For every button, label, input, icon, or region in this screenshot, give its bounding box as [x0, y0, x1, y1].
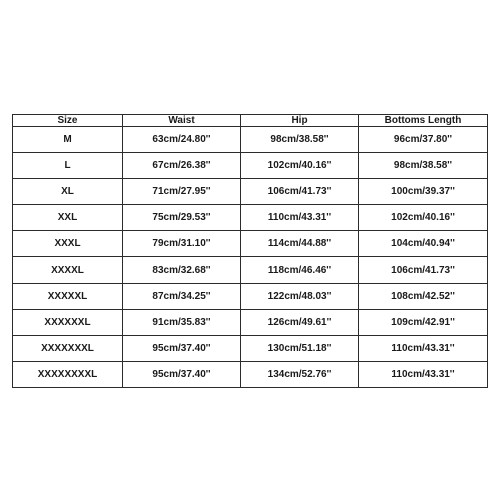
hip-cell: 118cm/46.46'' [241, 257, 359, 283]
header-hip: Hip [241, 115, 359, 127]
waist-cell: 95cm/37.40'' [123, 361, 241, 387]
waist-cell: 95cm/37.40'' [123, 335, 241, 361]
waist-cell: 79cm/31.10'' [123, 231, 241, 257]
header-waist: Waist [123, 115, 241, 127]
table-row [13, 361, 488, 387]
size-chart-table [12, 114, 488, 388]
size-cell: XL [13, 179, 123, 205]
size-cell: XXXXXXXXL [13, 361, 123, 387]
waist-cell: 83cm/32.68'' [123, 257, 241, 283]
table-row [13, 231, 488, 257]
hip-cell: 110cm/43.31'' [241, 205, 359, 231]
size-cell: XXXXXXL [13, 309, 123, 335]
header-row [13, 115, 488, 127]
length-cell: 108cm/42.52'' [359, 283, 488, 309]
table-row [13, 309, 488, 335]
waist-cell: 75cm/29.53'' [123, 205, 241, 231]
hip-cell: 98cm/38.58'' [241, 127, 359, 153]
length-cell: 110cm/43.31'' [359, 335, 488, 361]
waist-cell: 91cm/35.83'' [123, 309, 241, 335]
length-cell: 104cm/40.94'' [359, 231, 488, 257]
hip-cell: 106cm/41.73'' [241, 179, 359, 205]
length-cell: 98cm/38.58'' [359, 153, 488, 179]
table-row [13, 127, 488, 153]
waist-cell: 87cm/34.25'' [123, 283, 241, 309]
length-cell: 106cm/41.73'' [359, 257, 488, 283]
table-row [13, 257, 488, 283]
hip-cell: 134cm/52.76'' [241, 361, 359, 387]
size-cell: M [13, 127, 123, 153]
table-row [13, 153, 488, 179]
table-row [13, 205, 488, 231]
length-cell: 109cm/42.91'' [359, 309, 488, 335]
size-cell: XXXL [13, 231, 123, 257]
size-cell: XXXXXXXL [13, 335, 123, 361]
length-cell: 102cm/40.16'' [359, 205, 488, 231]
waist-cell: 71cm/27.95'' [123, 179, 241, 205]
size-cell: XXXXL [13, 257, 123, 283]
size-cell: L [13, 153, 123, 179]
waist-cell: 67cm/26.38'' [123, 153, 241, 179]
table-row [13, 283, 488, 309]
hip-cell: 102cm/40.16'' [241, 153, 359, 179]
hip-cell: 122cm/48.03'' [241, 283, 359, 309]
waist-cell: 63cm/24.80'' [123, 127, 241, 153]
length-cell: 110cm/43.31'' [359, 361, 488, 387]
table-row [13, 179, 488, 205]
hip-cell: 130cm/51.18'' [241, 335, 359, 361]
header-size: Size [13, 115, 123, 127]
hip-cell: 114cm/44.88'' [241, 231, 359, 257]
length-cell: 100cm/39.37'' [359, 179, 488, 205]
header-bottoms-length: Bottoms Length [359, 115, 488, 127]
hip-cell: 126cm/49.61'' [241, 309, 359, 335]
table-row [13, 335, 488, 361]
length-cell: 96cm/37.80'' [359, 127, 488, 153]
size-cell: XXXXXL [13, 283, 123, 309]
size-cell: XXL [13, 205, 123, 231]
